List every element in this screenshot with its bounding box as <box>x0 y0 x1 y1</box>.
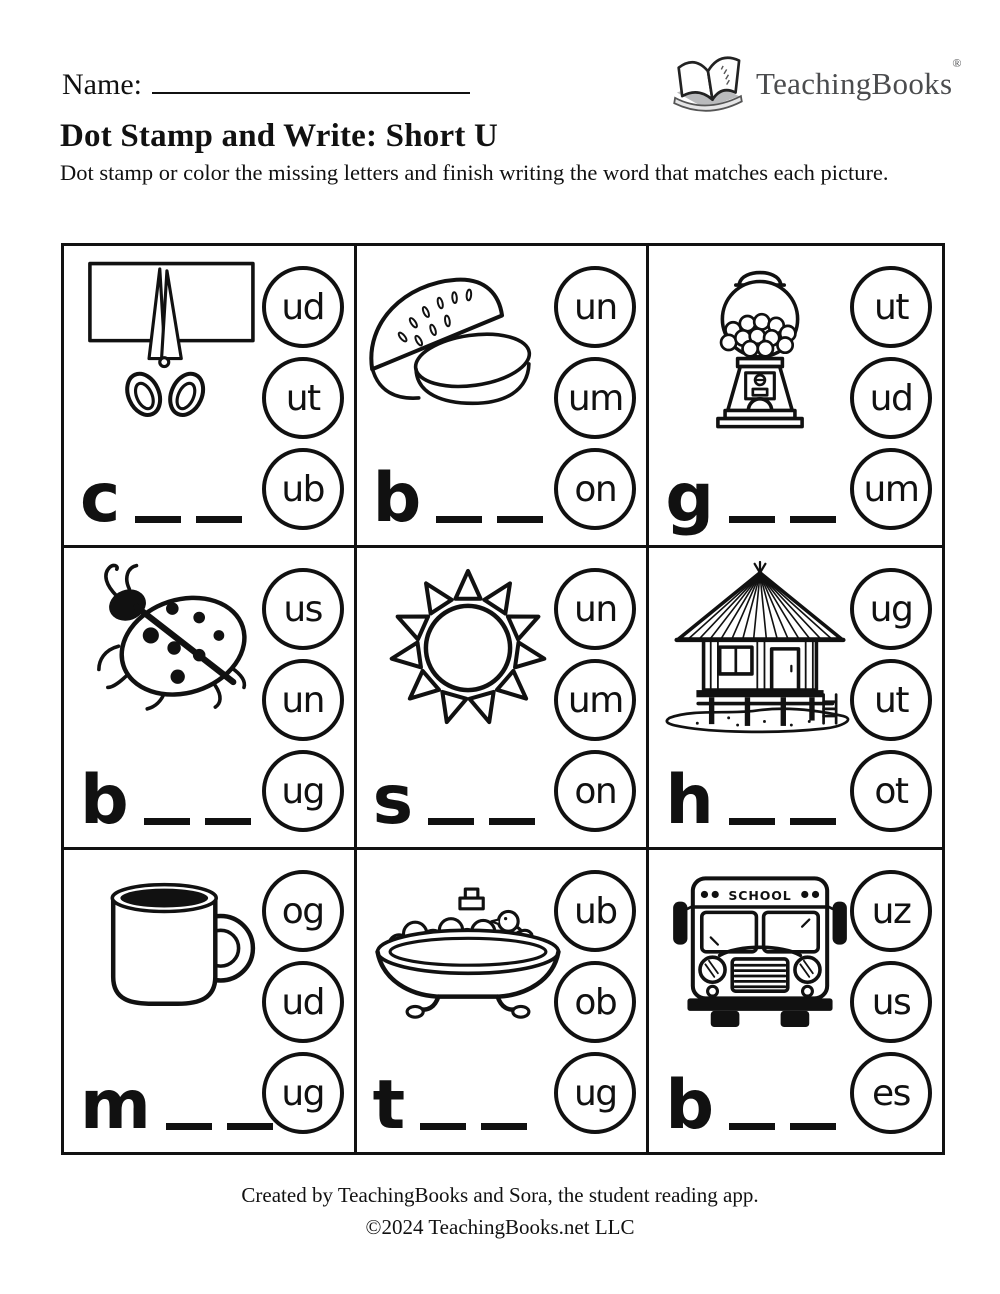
option-circles <box>262 266 344 530</box>
worksheet-grid <box>61 243 945 1155</box>
hut-illustration <box>657 558 863 738</box>
word-line <box>665 458 836 538</box>
option-label: um <box>863 468 919 510</box>
option-circle <box>262 448 344 530</box>
footer-copyright-line: ©2024 TeachingBooks.net LLC <box>365 1214 635 1239</box>
word-line <box>372 760 535 840</box>
letter-blank <box>729 1123 775 1130</box>
ladybug-illustration <box>72 558 278 738</box>
word-line <box>372 1065 528 1145</box>
option-circle <box>262 568 344 650</box>
starting-letter: m <box>80 1065 151 1145</box>
name-blank-line <box>152 66 470 94</box>
option-label: ut <box>285 377 320 419</box>
letter-blank <box>196 516 242 523</box>
open-book-icon <box>668 46 748 121</box>
option-circle <box>850 961 932 1043</box>
letter-blank <box>790 1123 836 1130</box>
option-circle <box>554 448 636 530</box>
option-circle <box>262 961 344 1043</box>
letter-blank <box>420 1123 466 1130</box>
starting-letter: b <box>665 1065 715 1145</box>
option-circle <box>850 750 932 832</box>
cell-mug <box>64 850 357 1152</box>
option-label: es <box>872 1072 910 1114</box>
footer <box>0 1180 1000 1243</box>
option-circle <box>850 266 932 348</box>
option-label: ug <box>281 770 324 812</box>
option-circle <box>262 1052 344 1134</box>
option-circle <box>554 961 636 1043</box>
option-label: ut <box>874 286 908 328</box>
page-title: Dot Stamp and Write: Short U <box>60 118 498 154</box>
option-label: ub <box>281 468 324 510</box>
option-label: ud <box>869 377 913 419</box>
starting-letter: b <box>372 458 422 538</box>
option-circles <box>850 870 932 1134</box>
option-label: ud <box>281 286 324 328</box>
word-line <box>80 760 251 840</box>
letter-blank <box>729 516 775 523</box>
word-line <box>665 1065 836 1145</box>
option-circle <box>262 357 344 439</box>
letter-blank <box>227 1123 273 1130</box>
bus-sign-text: SCHOOL <box>728 887 792 903</box>
option-circle <box>262 659 344 741</box>
letter-blank <box>497 516 543 523</box>
name-row <box>62 66 470 102</box>
option-circle <box>554 870 636 952</box>
option-circles <box>262 568 344 832</box>
option-label: us <box>283 588 322 630</box>
letter-blank <box>135 516 181 523</box>
option-circle <box>850 357 932 439</box>
registered-mark: ® <box>952 55 962 70</box>
option-circle <box>554 357 636 439</box>
option-circle <box>554 568 636 650</box>
word-line <box>372 458 544 538</box>
word-line <box>80 458 242 538</box>
option-label: um <box>567 377 623 419</box>
starting-letter: g <box>665 458 715 538</box>
letter-blank <box>790 818 836 825</box>
letter-blank <box>205 818 251 825</box>
option-circle <box>262 266 344 348</box>
footer-credit-line: Created by TeachingBooks and Sora, the student reading app. <box>241 1183 759 1207</box>
option-circle <box>850 568 932 650</box>
option-label: ob <box>574 981 617 1023</box>
letter-blank <box>790 516 836 523</box>
option-label: uz <box>871 890 911 932</box>
option-label: ub <box>573 890 617 932</box>
starting-letter: s <box>372 760 414 840</box>
starting-letter: t <box>372 1065 406 1145</box>
option-label: ug <box>281 1072 324 1114</box>
gumball-machine-illustration <box>657 256 863 436</box>
cell-bug <box>64 548 357 850</box>
cell-sun <box>357 548 650 850</box>
option-circle <box>554 266 636 348</box>
option-label: un <box>574 286 617 328</box>
option-circle <box>850 448 932 530</box>
letter-blank <box>489 818 535 825</box>
cell-bus <box>649 850 942 1152</box>
option-circles <box>554 568 636 832</box>
cell-bun <box>357 246 650 548</box>
option-label: ug <box>573 1072 617 1114</box>
option-label: ud <box>281 981 324 1023</box>
cell-cut <box>64 246 357 548</box>
starting-letter: c <box>80 458 121 538</box>
letter-blank <box>428 818 474 825</box>
option-circles <box>850 568 932 832</box>
scissors-illustration <box>72 256 278 436</box>
cell-hut <box>649 548 942 850</box>
starting-letter: h <box>665 760 714 840</box>
school-bus-illustration <box>657 860 863 1040</box>
word-line <box>80 1065 273 1145</box>
option-label: us <box>871 981 911 1023</box>
option-circles <box>850 266 932 530</box>
option-label: ut <box>874 679 908 721</box>
option-circle <box>554 750 636 832</box>
cell-gum <box>649 246 942 548</box>
option-label: ot <box>874 770 908 812</box>
option-circle <box>554 1052 636 1134</box>
option-label: on <box>574 770 617 812</box>
option-label: un <box>574 588 617 630</box>
teachingbooks-logo <box>668 46 962 121</box>
option-label: ug <box>869 588 913 630</box>
option-label: un <box>281 679 324 721</box>
option-circles <box>554 266 636 530</box>
option-circles <box>554 870 636 1134</box>
option-circle <box>850 1052 932 1134</box>
option-label: um <box>567 679 623 721</box>
cell-tub <box>357 850 650 1152</box>
option-label: og <box>281 890 324 932</box>
starting-letter: b <box>80 760 129 840</box>
sun-illustration <box>365 558 571 738</box>
name-label: Name: <box>62 68 142 101</box>
mug-illustration <box>72 860 278 1040</box>
logo-wordmark: TeachingBooks® <box>756 55 962 101</box>
letter-blank <box>436 516 482 523</box>
bun-illustration <box>365 256 571 436</box>
word-line <box>665 760 835 840</box>
letter-blank <box>166 1123 212 1130</box>
instructions-text: Dot stamp or color the missing letters and finish writing the word that matches each picture. <box>60 160 889 185</box>
option-circle <box>850 659 932 741</box>
letter-blank <box>144 818 190 825</box>
letter-blank <box>729 818 775 825</box>
bathtub-illustration <box>365 860 571 1040</box>
option-circle <box>850 870 932 952</box>
option-label: on <box>574 468 617 510</box>
option-circle <box>554 659 636 741</box>
option-circle <box>262 750 344 832</box>
letter-blank <box>481 1123 527 1130</box>
option-circles <box>262 870 344 1134</box>
option-circle <box>262 870 344 952</box>
